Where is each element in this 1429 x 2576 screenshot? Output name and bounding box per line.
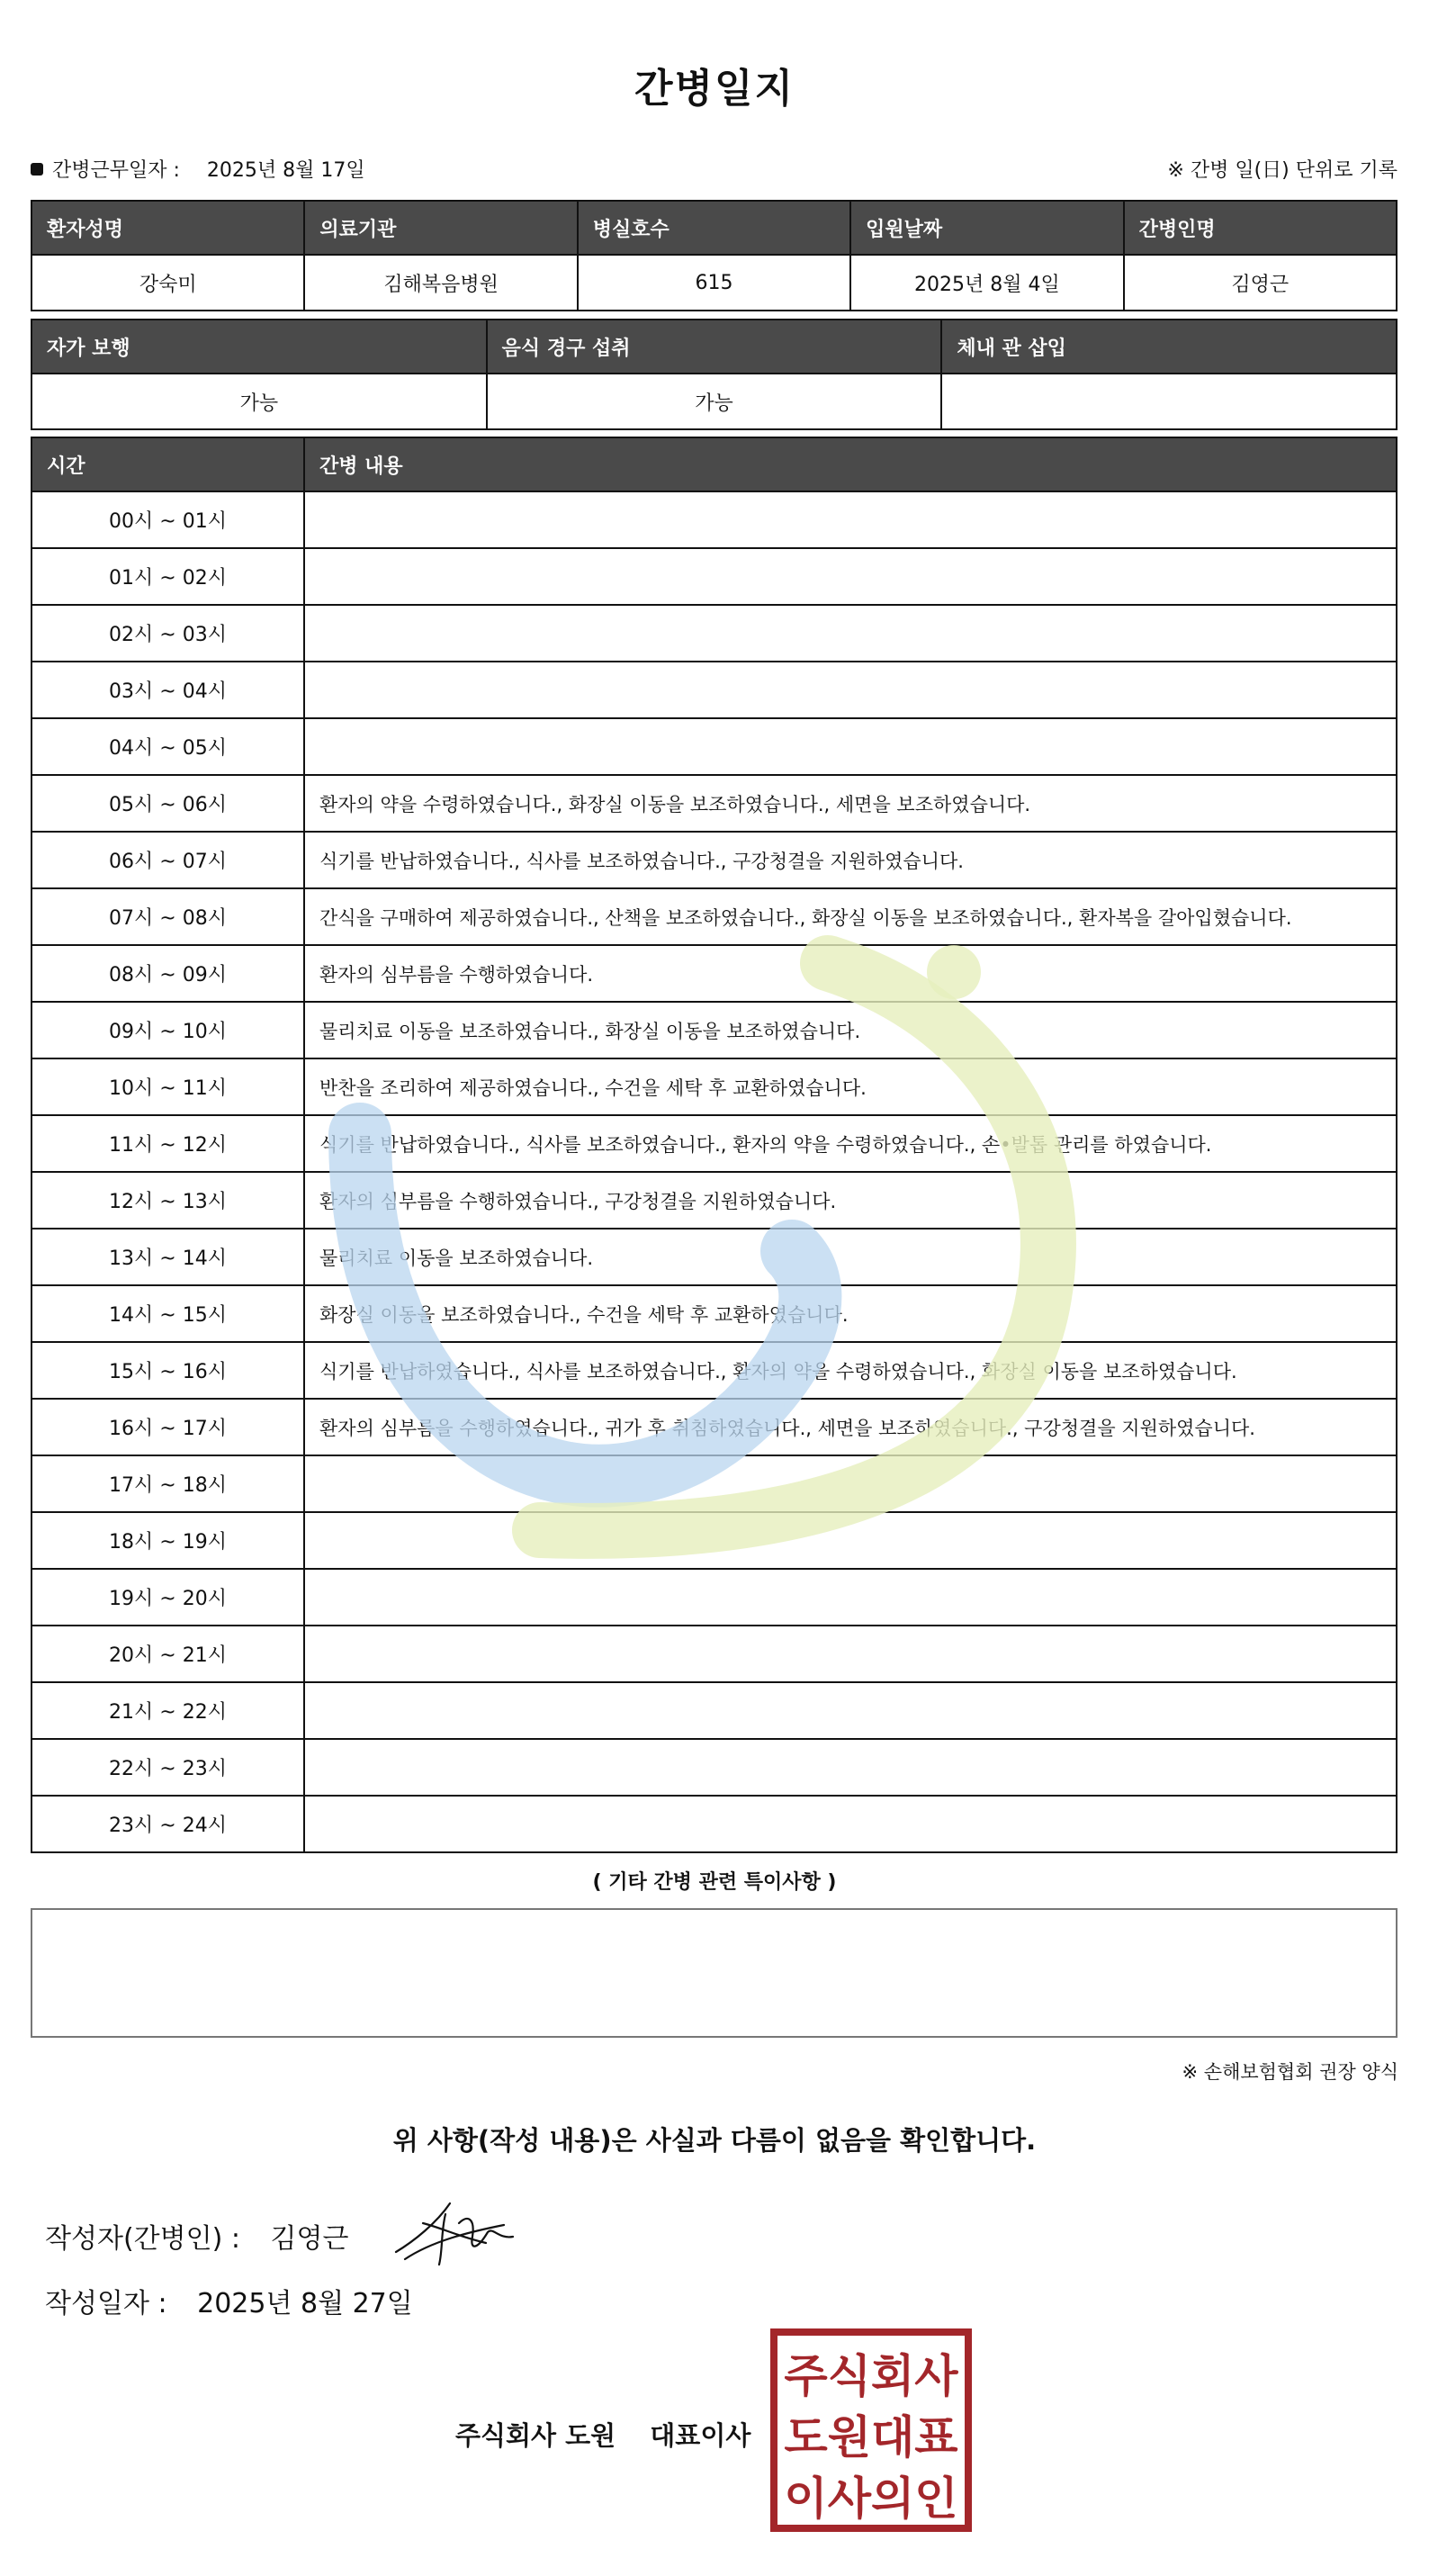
- care-log-row: [31, 1002, 1397, 1058]
- care-log-table: [31, 437, 1398, 1853]
- care-content: 환자의 심부름을 수행하였습니다.: [304, 945, 1397, 1002]
- time-slot: 14시 ~ 15시: [31, 1285, 304, 1342]
- admission-date: 2025년 8월 4일: [850, 255, 1123, 311]
- work-date: [31, 155, 365, 183]
- svg-text:이사의인: 이사의인: [784, 2472, 958, 2525]
- hospital: 김해복음병원: [304, 255, 577, 311]
- time-slot: 16시 ~ 17시: [31, 1399, 304, 1455]
- tube-insertion: [941, 374, 1397, 429]
- care-log-row: [31, 1172, 1397, 1229]
- header-caregiver-name: 간병인명: [1124, 201, 1397, 255]
- care-content: [304, 1796, 1397, 1852]
- time-slot: 05시 ~ 06시: [31, 775, 304, 832]
- work-date-value: 2025년 8월 17일: [206, 159, 365, 182]
- patient-name: 강숙미: [31, 255, 304, 311]
- condition-header-row: [31, 320, 1397, 374]
- special-notes-box: [31, 1908, 1398, 2038]
- care-content: 환자의 심부름을 수행하였습니다., 귀가 후 취침하였습니다., 세면을 보조하였습니다., 구강청결을 지원하였습니다.: [304, 1399, 1397, 1455]
- care-content: [304, 491, 1397, 548]
- care-content: 식기를 반납하였습니다., 식사를 보조하였습니다., 환자의 약을 수령하였습니다., 손•발톱 관리를 하였습니다.: [304, 1115, 1397, 1172]
- care-log-row: [31, 832, 1397, 888]
- time-slot: 19시 ~ 20시: [31, 1569, 304, 1626]
- care-content: [304, 1569, 1397, 1626]
- header-care-content: 간병 내용: [304, 437, 1397, 491]
- patient-condition-table: [31, 319, 1398, 430]
- meta-row: [31, 155, 1398, 182]
- care-log-row: [31, 718, 1397, 775]
- header-time: 시간: [31, 437, 304, 491]
- handwritten-signature: [387, 2187, 531, 2268]
- time-slot: 11시 ~ 12시: [31, 1115, 304, 1172]
- writer-name: 김영근: [270, 2223, 349, 2255]
- time-slot: 08시 ~ 09시: [31, 945, 304, 1002]
- time-slot: 06시 ~ 07시: [31, 832, 304, 888]
- care-content: [304, 1455, 1397, 1512]
- time-slot: 02시 ~ 03시: [31, 605, 304, 662]
- time-slot: 17시 ~ 18시: [31, 1455, 304, 1512]
- care-content: [304, 718, 1397, 775]
- time-slot: 10시 ~ 11시: [31, 1058, 304, 1115]
- care-log-row: [31, 888, 1397, 945]
- time-slot: 01시 ~ 02시: [31, 548, 304, 605]
- condition-value-row: [31, 374, 1397, 429]
- header-self-walking: 자가 보행: [31, 320, 487, 374]
- care-content: 식기를 반납하였습니다., 식사를 보조하였습니다., 구강청결을 지원하였습니다.: [304, 832, 1397, 888]
- self-walking: 가능: [31, 374, 487, 429]
- care-log-row: [31, 1739, 1397, 1796]
- care-log-row: [31, 1285, 1397, 1342]
- care-log-body: [31, 491, 1397, 1852]
- time-slot: 20시 ~ 21시: [31, 1626, 304, 1682]
- care-content: [304, 548, 1397, 605]
- time-slot: 04시 ~ 05시: [31, 718, 304, 775]
- header-patient-name: 환자성명: [31, 201, 304, 255]
- care-log-row: [31, 1569, 1397, 1626]
- care-log-header-row: [31, 437, 1397, 491]
- header-room-number: 병실호수: [578, 201, 850, 255]
- company-representative: 대표이사: [650, 2420, 751, 2451]
- care-log-row: [31, 1399, 1397, 1455]
- time-slot: 07시 ~ 08시: [31, 888, 304, 945]
- patient-info-value-row: [31, 255, 1397, 311]
- care-log-row: [31, 945, 1397, 1002]
- care-log-row: [31, 491, 1397, 548]
- care-content: [304, 1512, 1397, 1569]
- care-log-row: [31, 1796, 1397, 1852]
- oral-intake: 가능: [487, 374, 942, 429]
- document-title: 간병일지: [634, 66, 795, 112]
- time-slot: 23시 ~ 24시: [31, 1796, 304, 1852]
- time-slot: 18시 ~ 19시: [31, 1512, 304, 1569]
- care-content: [304, 1626, 1397, 1682]
- care-content: 반찬을 조리하여 제공하였습니다., 수건을 세탁 후 교환하였습니다.: [304, 1058, 1397, 1115]
- company-name: 주식회사 도원: [455, 2420, 616, 2451]
- confirmation-statement: 위 사항(작성 내용)은 사실과 다름이 없음을 확인합니다.: [392, 2125, 1037, 2156]
- care-content: 물리치료 이동을 보조하였습니다., 화장실 이동을 보조하였습니다.: [304, 1002, 1397, 1058]
- patient-info-header-row: [31, 201, 1397, 255]
- written-date-line: [45, 2281, 413, 2320]
- care-log-row: [31, 605, 1397, 662]
- header-tube-insertion: 체내 관 삽입: [941, 320, 1397, 374]
- writer-line: [45, 2216, 348, 2256]
- care-log-row: [31, 1626, 1397, 1682]
- care-content: [304, 605, 1397, 662]
- svg-text:주식회사: 주식회사: [784, 2350, 958, 2402]
- care-content: [304, 662, 1397, 718]
- care-content: 화장실 이동을 보조하였습니다., 수건을 세탁 후 교환하였습니다.: [304, 1285, 1397, 1342]
- care-content: 물리치료 이동을 보조하였습니다.: [304, 1229, 1397, 1285]
- written-date-value: 2025년 8월 27일: [197, 2288, 413, 2319]
- time-slot: 21시 ~ 22시: [31, 1682, 304, 1739]
- room-number: 615: [578, 255, 850, 311]
- time-slot: 09시 ~ 10시: [31, 1002, 304, 1058]
- care-log-row: [31, 1342, 1397, 1399]
- special-notes-title: ( 기타 간병 관련 특이사항 ): [592, 1871, 837, 1894]
- writer-label: 작성자(간병인) :: [45, 2223, 240, 2255]
- care-log-row: [31, 548, 1397, 605]
- care-content: 환자의 약을 수령하였습니다., 화장실 이동을 보조하였습니다., 세면을 보조하였습니다.: [304, 775, 1397, 832]
- written-date-label: 작성일자 :: [45, 2288, 167, 2319]
- care-content: 환자의 심부름을 수행하였습니다., 구강청결을 지원하였습니다.: [304, 1172, 1397, 1229]
- care-content: [304, 1739, 1397, 1796]
- care-log-row: [31, 662, 1397, 718]
- company-line: [455, 2416, 750, 2453]
- care-log-row: [31, 1512, 1397, 1569]
- care-log-row: [31, 1058, 1397, 1115]
- time-slot: 13시 ~ 14시: [31, 1229, 304, 1285]
- patient-info-table: [31, 200, 1398, 311]
- work-date-label: 간병근무일자 :: [52, 159, 180, 182]
- time-slot: 22시 ~ 23시: [31, 1739, 304, 1796]
- care-log-row: [31, 1229, 1397, 1285]
- care-content: 간식을 구매하여 제공하였습니다., 산책을 보조하였습니다., 화장실 이동을 보조하였습니다., 환자복을 갈아입혔습니다.: [304, 888, 1397, 945]
- form-source-note: ※ 손해보험협회 권장 양식: [1182, 2061, 1398, 2083]
- bullet-icon: [31, 163, 43, 176]
- header-admission-date: 입원날짜: [850, 201, 1123, 255]
- care-log-row: [31, 1682, 1397, 1739]
- time-slot: 15시 ~ 16시: [31, 1342, 304, 1399]
- record-unit-note: ※ 간병 일(日) 단위로 기록: [1167, 159, 1398, 182]
- company-seal-stamp: [770, 2328, 972, 2532]
- header-hospital: 의료기관: [304, 201, 577, 255]
- care-content: 식기를 반납하였습니다., 식사를 보조하였습니다., 환자의 약을 수령하였습니다., 화장실 이동을 보조하였습니다.: [304, 1342, 1397, 1399]
- care-content: [304, 1682, 1397, 1739]
- time-slot: 00시 ~ 01시: [31, 491, 304, 548]
- care-log-row: [31, 1115, 1397, 1172]
- header-oral-intake: 음식 경구 섭취: [487, 320, 942, 374]
- care-log-row: [31, 775, 1397, 832]
- caregiver-name: 김영근: [1124, 255, 1397, 311]
- time-slot: 12시 ~ 13시: [31, 1172, 304, 1229]
- svg-text:도원대표: 도원대표: [784, 2411, 958, 2463]
- time-slot: 03시 ~ 04시: [31, 662, 304, 718]
- care-log-row: [31, 1455, 1397, 1512]
